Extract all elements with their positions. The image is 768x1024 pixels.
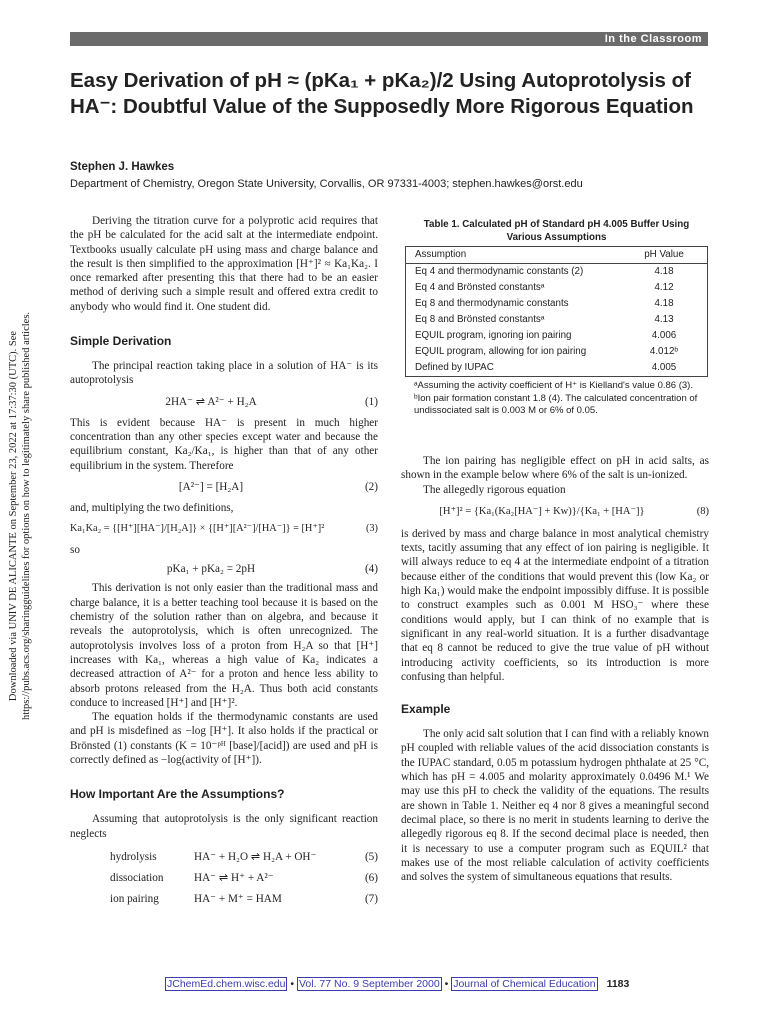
table-row [406,264,708,281]
paragraph: The ion pairing has negligible effect on pH in acid salts, as shown in the example below where 6% of the salt is un-ionized. [401,455,709,482]
equation-8 [401,503,709,521]
column-header: Assumption [406,247,622,264]
page-number: 1183 [606,978,630,990]
heading-assumptions: How Important Are the Assumptions? [70,787,285,802]
equation-3 [70,520,378,538]
paragraph: The equation holds if the thermodynamic constants are used and pH is misdefined as −log [H⁺]. It also holds if the practical or Brönsted (1) constants (K = 10⁻ᵖᴴ [base]/[acid]) are used and pH is correctly defined as −log(activity of [H⁺]). [70,711,378,767]
reaction-equation: HA⁻ + H₂O ⇌ H₂A + OH⁻ [194,850,317,863]
article-title: Easy Derivation of pH ≈ (pKa₁ + pKa₂)/2 Using Autoprotolysis of HA⁻: Doubtful Value of the Supposedly More Rigorous Equation [70,69,694,118]
intro-paragraph: Deriving the titration curve for a polyprotic acid requires that the pH be calculated for the acid salt at the intermediate endpoint. Textbooks usually calculate pH using mass and charge balance and the result is then simplified to the approximation [H⁺]² ≈ Ka₁Ka₂. I once remarked after presenting this that there had to be an easier method of deriving such a simple result and offered extra credit to anybody who would find it. One student did. [70,215,378,313]
table-cell: Eq 4 and Brönsted constantsᵃ [415,282,545,293]
heading-simple-derivation: Simple Derivation [70,334,172,349]
author-affiliation: Department of Chemistry, Oregon State University, Corvallis, OR 97331-4003; stephen.hawkes@orst.edu [70,178,583,190]
table-cell: Defined by IUPAC [415,362,494,373]
table-cell: Eq 8 and Brönsted constantsᵃ [415,314,545,325]
table-cell: 4.006 [651,330,677,341]
table-cell: Eq 4 and thermodynamic constants (2) [415,266,584,277]
reaction-list [70,847,378,910]
equation-4 [70,560,378,578]
left-column [70,214,378,910]
author-name: Stephen J. Hawkes [70,161,175,173]
reaction-name: ion pairing [110,892,159,905]
heading-example: Example [401,702,451,717]
reaction-equation: HA⁻ ⇌ H⁺ + A²⁻ [194,871,274,884]
equation-number: (4) [364,563,378,576]
equation-number: (8) [696,505,709,517]
equation-body: [H⁺]² = {Ka₁(Ka₂[HA⁻] + Kw)}/{Ka₁ + [HA⁻]} [439,505,645,517]
reaction-equation: HA⁻ + M⁺ = HAM [194,892,282,905]
equation-number: (7) [364,892,378,905]
table-cell: Eq 8 and thermodynamic constants [415,298,569,309]
equation-number: (5) [364,850,378,863]
reaction-row [70,889,378,910]
section-header-bar [70,32,708,46]
paragraph: The principal reaction taking place in a solution of HA⁻ is its autoprotolysis [70,360,378,387]
table-row [406,328,708,344]
table-row [406,280,708,296]
equation-1 [70,393,378,411]
table-cell: EQUIL program, ignoring ion pairing [415,330,572,341]
equation-body: [A²⁻] = [H₂A] [178,480,244,493]
equation-2 [70,478,378,496]
table-footnotes [400,380,710,418]
table-header-row [406,247,708,264]
footnote-a: ᵃAssuming the activity coefficient of H⁺ is Kielland's value 0.86 (3). [414,380,693,391]
paragraph: and, multiplying the two definitions, [70,501,234,514]
section-label: In the Classroom [604,33,702,45]
download-notice: Downloaded via UNIV DE ALICANTE on September 23, 2022 at 17:37:30 (UTC). See https://pubs.acs.org/sharingguidelines for options on how to legitimately share published articles. [8,311,32,721]
table-row [406,344,708,360]
table-row [406,360,708,377]
reaction-name: hydrolysis [110,850,157,863]
table-cell: 4.005 [651,362,677,373]
table-row [406,312,708,328]
journal-link[interactable]: Journal of Chemical Education [453,978,596,990]
table-cell: 4.18 [654,266,674,277]
table-1 [405,246,708,377]
equation-number: (1) [364,395,378,408]
equation-body: pKa₁ + pKa₂ = 2pH [166,563,256,576]
issue-link[interactable]: Vol. 77 No. 9 September 2000 [299,978,440,990]
footnote-b: ᵇIon pair formation constant 1.8 (4). The calculated concentration of undissociated salt is 0.003 M or 6% of 0.05. [414,392,698,416]
paragraph: This derivation is not only easier than the traditional mass and charge balance, it is a better teaching tool because it is based on the chemistry of the solution rather than on algebra, and because it reveals the autoprotolysis, which is often unrecognized. The autoprotolysis involves loss of a proton from H₂A so that [H⁺] increases with Ka₁, whereas a high value of Ka₂ indicates a decreased attraction of A²⁻ for a proton and hence less ability to absorb protons released from the H₂A. Thus both acid constants conduce to increased [H⁺] and [H⁺]². [70,582,378,709]
table-cell: EQUIL program, allowing for ion pairing [415,346,587,357]
table-cell: 4.012ᵇ [649,346,679,357]
download-sidebar [6,300,34,720]
equation-number: (2) [364,480,378,493]
column-header: pH Value [621,247,708,264]
table-cell: 4.12 [654,282,674,293]
right-column [401,454,709,884]
paragraph: Assuming that autoprotolysis is the only significant reaction neglects [70,813,378,840]
paragraph: The allegedly rigorous equation [423,483,566,496]
reaction-row [70,868,378,889]
equation-body: 2HA⁻ ⇌ A²⁻ + H₂A [165,395,257,408]
paragraph: The only acid salt solution that I can find with a reliably known pH coupled with reliable values of the acid dissociation constants is the IUPAC standard, 0.05 m potassium hydrogen phthalate at 25 °C, which has pH = 4.005 and molarity approximately 0.0496 M.¹ We may use this pH to check the validity of the equations. The results are shown in Table 1. Neither eq 4 nor 8 gives a meaningful second decimal place, so there is no merit in students learning to derive the allegedly rigorous eq 8. If the second decimal place is needed, then it is necessary to use a computer program such as EQUIL² that makes use of the most reliable calculation of activity coefficients and solves the system of simultaneous equations that results. [401,728,709,884]
paragraph: so [70,544,80,557]
separator: • [290,978,295,990]
table-cell: 4.18 [654,298,674,309]
equation-number: (6) [364,871,378,884]
separator: • [444,978,449,990]
journal-site-link[interactable]: JChemEd.chem.wisc.edu [167,978,286,990]
equation-body: Ka₁Ka₂ = {[H⁺][HA⁻]/[H₂A]} × {[H⁺][A²⁻]/[HA⁻]} = [H⁺]² [70,523,325,535]
table-cell: 4.13 [654,314,674,325]
equation-number: (3) [365,523,378,535]
paragraph: is derived by mass and charge balance in most analytical chemistry texts, tacitly assuming that any effect of ion pairing is negligible. It will always reduce to eq 4 at the intermediate endpoint of a titration because either of the conditions that would prevent this (low Ka₂ or high Ka₁) would make the endpoint impossibly diffuse. It is possible to construct examples such as 0.001 M HSO₃⁻ where these conditions would apply, but I can think of no example that is significant in any real-world situation. It is a further disadvantage that eq 8 cannot be reduced to give the true value of pH without introducing activity coefficients, so its introduction is more confusing than helpful. [401,527,709,683]
reaction-name: dissociation [110,871,164,884]
paragraph: This is evident because HA⁻ is present in much higher concentration than any other species except water and because the equilibrium constant, Ka₂/Ka₁, is higher than that of any other equilibrium in the system. Therefore [70,416,378,472]
table-row [406,296,708,312]
reaction-row [70,847,378,868]
page-footer [165,977,629,991]
table-caption: Table 1. Calculated pH of Standard pH 4.005 Buffer Using Various Assumptions [423,219,690,243]
